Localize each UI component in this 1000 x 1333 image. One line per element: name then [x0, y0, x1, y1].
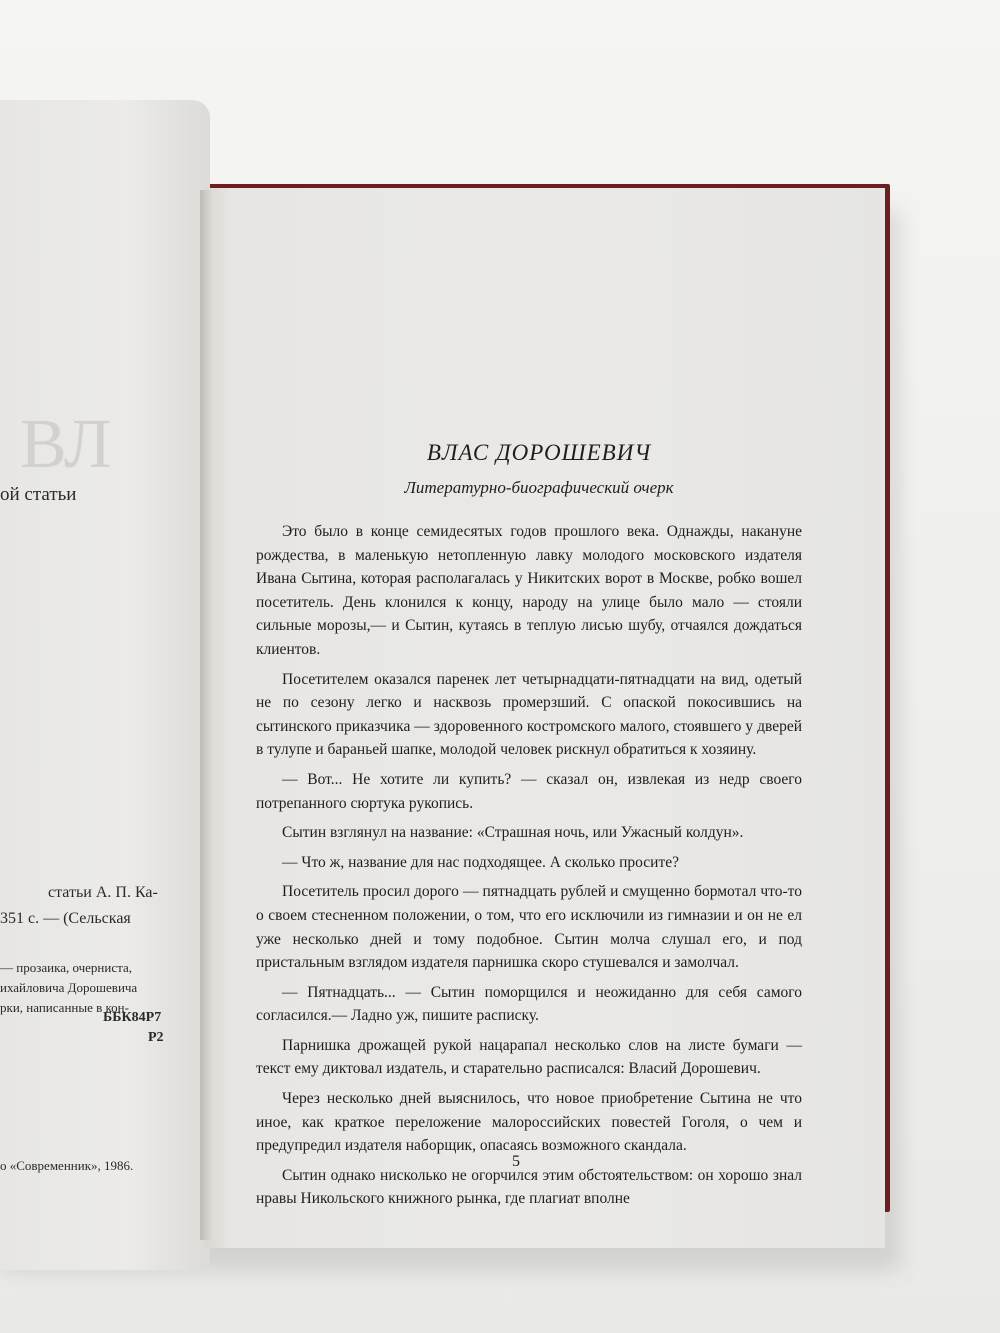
- paragraph: — Что ж, название для нас подходящее. А сколько просите?: [282, 853, 679, 871]
- imprint-line: статьи А. П. Ка-: [48, 884, 158, 901]
- chapter-subtitle: Литературно-биографический очерк: [404, 478, 674, 497]
- imprint-line: 351 с. — (Сельская: [0, 910, 131, 927]
- paragraph: Через несколько дней выяснилось, что новое приобретение Сытина не что иное, как краткое переложение малороссийских повестей Гоголя, о чем и предупредил издателя наборщик, опасаясь возможного скандала.: [256, 1090, 802, 1155]
- paragraph: Сытин однако нисколько не огорчился этим обстоятельством: он хорошо знал нравы Никольского книжного рынка, где плагиат вполне: [256, 1166, 802, 1208]
- page-text-block: [256, 440, 802, 1217]
- book-gutter: [200, 190, 214, 1240]
- paragraph: — Вот... Не хотите ли купить? — сказал он, извлекая из недр своего потрепанного сюртука рукопись.: [256, 770, 802, 812]
- annotation-line: ихайловича Дорошевича: [0, 980, 138, 995]
- show-through-letters: ВЛ: [20, 406, 112, 483]
- bbk-sub: Р2: [148, 1030, 164, 1045]
- paragraph: Это было в конце семидесятых годов прошлого века. Однажды, накануне рождества, в маленькую нетопленную лавку молодого московского издателя Ивана Сытина, которая располагалась у Никитских ворот в Москве, робко вошел посетитель. День клонился к концу, народу на улице было мало — стояли сильные морозы,— и Сытин, кутаясь в теплую лисью шубу, отчаялся дождаться клиентов.: [256, 523, 802, 658]
- paragraph: Парнишка дрожащей рукой нацарапал несколько слов на листе бумаги — текст ему диктовал издатель, и старательно расписался: Власий Дорошевич.: [256, 1036, 802, 1078]
- left-page: [0, 100, 210, 1270]
- left-page-fragment: ой статьи: [0, 484, 77, 505]
- annotation-line: — прозаика, очерниста,: [0, 960, 132, 975]
- paragraph: — Пятнадцать... — Сытин поморщился и неожиданно для себя самого согласился.— Ладно уж, пишите расписку.: [256, 983, 802, 1025]
- paragraph: Посетителем оказался паренек лет четырнадцати-пятнадцати на вид, одетый не по сезону легко и насквозь промерзший. С опаской покосившись на сытинского приказчика — здоровенного костромского малого, стоявшего у дверей в тулупе и бараньей шапке, молодой человек рискнул обратиться к хозяину.: [256, 670, 802, 759]
- annotation-line: рки, написанные в кон-: [0, 1000, 129, 1015]
- bbk-code: ББК84Р7: [103, 1010, 162, 1025]
- paragraph: Сытин взглянул на название: «Страшная ночь, или Ужасный колдун».: [282, 824, 744, 842]
- copyright-line: о «Современник», 1986.: [0, 1158, 134, 1173]
- paragraph: Посетитель просил дорого — пятнадцать рублей и смущенно бормотал что-то о своем стесненном положении, о том, что его исключили из гимназии и он не ел уже несколько дней и тому подобное. Сытин молча слушал его, и под пристальным взглядом издателя парнишка скоро стушевался и замолчал.: [256, 883, 802, 972]
- chapter-title: ВЛАС ДОРОШЕВИЧ: [426, 440, 652, 465]
- page-number: 5: [512, 1153, 520, 1170]
